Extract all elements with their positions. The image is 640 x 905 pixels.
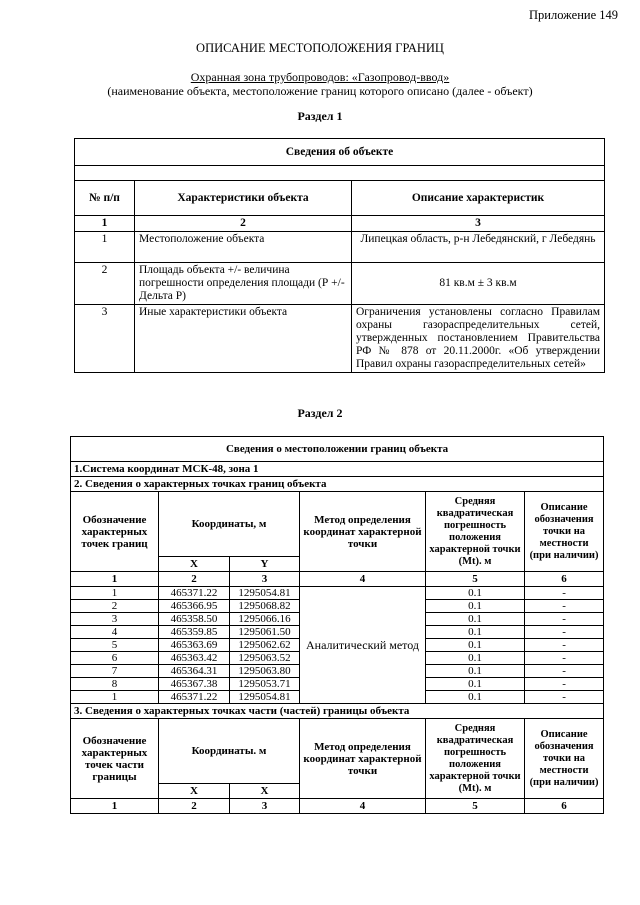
header3-x1: X xyxy=(159,784,230,799)
object-info-title: Сведения об объекте xyxy=(75,139,605,166)
point-x: 465363.69 xyxy=(159,639,230,652)
row-description: 81 кв.м ± 3 кв.м xyxy=(352,263,605,305)
col-number: 3 xyxy=(230,799,300,814)
method-cell: Аналитический метод xyxy=(300,587,426,704)
object-name: Охранная зона трубопроводов: «Газопровод-ввод» xyxy=(190,70,450,84)
point-desc: - xyxy=(525,678,604,691)
col-number: 2 xyxy=(135,216,352,232)
col-number: 3 xyxy=(230,572,300,587)
point-y: 1295066.16 xyxy=(230,613,300,626)
point-desc: - xyxy=(525,639,604,652)
boundary-table-title: Сведения о местоположении границ объекта xyxy=(71,437,604,462)
point-desc: - xyxy=(525,600,604,613)
point-mt: 0.1 xyxy=(426,639,525,652)
subsection-3-title: 3. Сведения о характерных точках части (частей) границы объекта xyxy=(71,704,604,719)
header3-error: Средняя квадратическая погрешность положения характерной точки (Mt). м xyxy=(426,719,525,799)
point-y: 1295053.71 xyxy=(230,678,300,691)
section2-label: Раздел 2 xyxy=(297,406,343,420)
table-row xyxy=(75,263,605,305)
point-x: 465371.22 xyxy=(159,587,230,600)
col-number: 3 xyxy=(352,216,605,232)
point-id: 4 xyxy=(71,626,159,639)
point-mt: 0.1 xyxy=(426,678,525,691)
col-number: 1 xyxy=(71,572,159,587)
point-mt: 0.1 xyxy=(426,665,525,678)
col-number: 4 xyxy=(300,799,426,814)
col-header-description: Описание характеристик xyxy=(352,181,605,216)
point-x: 465359.85 xyxy=(159,626,230,639)
header-y: Y xyxy=(230,557,300,572)
appendix-number: Приложение 149 xyxy=(529,8,618,22)
header-coordinates: Координаты, м xyxy=(159,492,300,557)
row-characteristic: Площадь объекта +/- величина погрешности определения площади (Р +/- Дельта Р) xyxy=(135,263,352,305)
point-y: 1295068.82 xyxy=(230,600,300,613)
row-description: Ограничения установлены согласно Правилам охраны газораспределительных сетей, утвержденных постановлением Правительства РФ № 878 от 20.11.2000г. «Об утверждении Правил охраны газораспределительных сетей» xyxy=(352,305,605,373)
point-mt: 0.1 xyxy=(426,587,525,600)
point-y: 1295063.52 xyxy=(230,652,300,665)
header3-point: Обозначение характерных точек части границы xyxy=(71,719,159,799)
point-id: 8 xyxy=(71,678,159,691)
point-id: 6 xyxy=(71,652,159,665)
col-number: 6 xyxy=(525,572,604,587)
point-id: 1 xyxy=(71,587,159,600)
point-desc: - xyxy=(525,691,604,704)
row-description: Липецкая область, р-н Лебедянский, г Лебедянь xyxy=(352,232,605,263)
spacer-row xyxy=(75,166,605,181)
table-row xyxy=(75,305,605,373)
col-number: 2 xyxy=(159,799,230,814)
point-x: 465371.22 xyxy=(159,691,230,704)
row-no: 1 xyxy=(75,232,135,263)
col-header-characteristics: Характеристики объекта xyxy=(135,181,352,216)
col-number: 5 xyxy=(426,572,525,587)
col-number: 4 xyxy=(300,572,426,587)
point-id: 2 xyxy=(71,600,159,613)
point-y: 1295062.62 xyxy=(230,639,300,652)
header3-description: Описание обозначения точки на местности (при наличии) xyxy=(525,719,604,799)
section1-label: Раздел 1 xyxy=(297,109,343,123)
point-id: 3 xyxy=(71,613,159,626)
object-info-table xyxy=(74,138,605,373)
point-y: 1295061.50 xyxy=(230,626,300,639)
header-x: X xyxy=(159,557,230,572)
point-x: 465366.95 xyxy=(159,600,230,613)
point-x: 465358.50 xyxy=(159,613,230,626)
table-row xyxy=(71,587,604,600)
point-mt: 0.1 xyxy=(426,613,525,626)
header-point: Обозначение характерных точек границ xyxy=(71,492,159,572)
header-description: Описание обозначения точки на местности (при наличии) xyxy=(525,492,604,572)
col-header-no: № п/п xyxy=(75,181,135,216)
header-method: Метод определения координат характерной точки xyxy=(300,492,426,572)
row-characteristic: Местоположение объекта xyxy=(135,232,352,263)
point-x: 465367.38 xyxy=(159,678,230,691)
point-x: 465363.42 xyxy=(159,652,230,665)
table-row xyxy=(75,232,605,263)
point-id: 7 xyxy=(71,665,159,678)
point-y: 1295054.81 xyxy=(230,691,300,704)
point-mt: 0.1 xyxy=(426,652,525,665)
row-no: 3 xyxy=(75,305,135,373)
col-number: 5 xyxy=(426,799,525,814)
point-desc: - xyxy=(525,626,604,639)
point-id: 1 xyxy=(71,691,159,704)
subsection-2-title: 2. Сведения о характерных точках границ объекта xyxy=(71,477,604,492)
point-desc: - xyxy=(525,587,604,600)
point-mt: 0.1 xyxy=(426,600,525,613)
header3-method: Метод определения координат характерной точки xyxy=(300,719,426,799)
coordinate-system: 1.Система координат МСК-48, зона 1 xyxy=(71,462,604,477)
header3-x2: X xyxy=(230,784,300,799)
point-desc: - xyxy=(525,652,604,665)
col-number: 6 xyxy=(525,799,604,814)
point-x: 465364.31 xyxy=(159,665,230,678)
col-number: 1 xyxy=(75,216,135,232)
point-desc: - xyxy=(525,665,604,678)
object-caption: (наименование объекта, местоположение границ которого описано (далее - объект) xyxy=(107,84,533,98)
point-mt: 0.1 xyxy=(426,691,525,704)
header3-coordinates: Координаты. м xyxy=(159,719,300,784)
boundary-table xyxy=(70,436,604,814)
point-id: 5 xyxy=(71,639,159,652)
row-no: 2 xyxy=(75,263,135,305)
header-error: Средняя квадратическая погрешность положения характерной точки (Mt). м xyxy=(426,492,525,572)
row-characteristic: Иные характеристики объекта xyxy=(135,305,352,373)
point-y: 1295063.80 xyxy=(230,665,300,678)
point-y: 1295054.81 xyxy=(230,587,300,600)
col-number: 1 xyxy=(71,799,159,814)
col-number: 2 xyxy=(159,572,230,587)
object-name-block xyxy=(0,70,640,98)
document-title: ОПИСАНИЕ МЕСТОПОЛОЖЕНИЯ ГРАНИЦ xyxy=(196,41,444,55)
point-desc: - xyxy=(525,613,604,626)
point-mt: 0.1 xyxy=(426,626,525,639)
